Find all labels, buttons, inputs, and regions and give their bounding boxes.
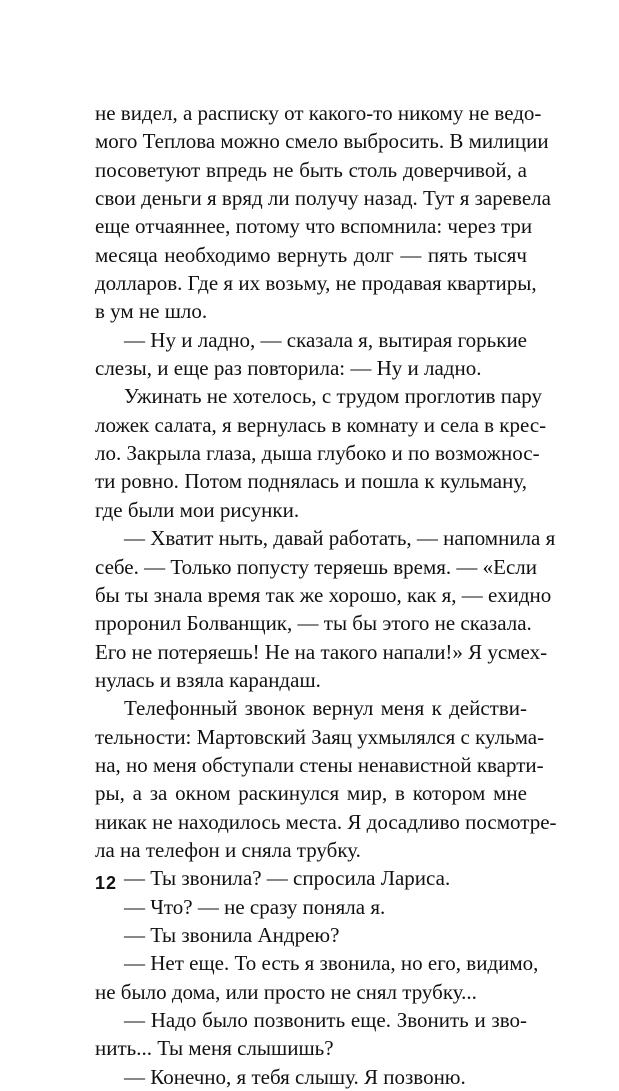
text-line: не было дома, или просто не снял трубку...: [95, 979, 477, 1004]
text-line: где были мои рисунки.: [95, 497, 300, 522]
text-line: себе. — Только попусту теряешь время. — «Если: [95, 554, 538, 579]
text-line: — Надо было позвонить еще. Звонить и зво-: [124, 1008, 527, 1032]
text-line: — Что? — не сразу поняла я.: [124, 894, 386, 919]
text-line: — Ты звонила Андрею?: [124, 922, 340, 947]
text-line: — Ну и ладно, — сказала я, вытирая горькие: [124, 327, 527, 352]
text-line: никак не находилось места. Я досадливо посмотре-: [95, 809, 557, 834]
text-line: Его не потеряешь! Не на такого напали!» Я усмех-: [95, 639, 548, 664]
text-line: слезы, и еще раз повторила: — Ну и ладно.: [95, 356, 482, 381]
text-line: проронил Болванщик, — ты бы этого не сказала.: [95, 611, 532, 636]
text-line: в ум не шло.: [95, 299, 208, 324]
text-line: посоветуют впредь не быть столь доверчивой, а: [95, 157, 527, 182]
text-line: мого Теплова можно смело выбросить. В милиции: [95, 129, 549, 154]
text-line: свои деньги я вряд ли получу назад. Тут я заревела: [95, 186, 551, 211]
text-line: нулась и взяла карандаш.: [95, 667, 321, 692]
text-line: долларов. Где я их возьму, не продавая квартиры,: [95, 271, 537, 296]
text-line: месяца необходимо вернуть долг — пять тысяч: [95, 242, 527, 267]
text-line: — Конечно, я тебя слышу. Я позвоню.: [124, 1064, 466, 1089]
text-line: бы ты знала время так же хорошо, как я, — ехидно: [95, 582, 552, 607]
text-line: ти ровно. Потом поднялась и пошла к кульману,: [95, 469, 527, 494]
page-number: 12: [95, 873, 118, 893]
text-line: ла на телефон и сняла трубку.: [95, 837, 361, 862]
text-line: тельности: Мартовский Заяц ухмылялся с кульма-: [95, 724, 545, 749]
text-line: нить... Ты меня слышишь?: [95, 1036, 334, 1061]
text-line: Ужинать не хотелось, с трудом проглотив пару: [124, 384, 543, 409]
text-line: на, но меня обступали стены ненавистной кварти-: [95, 752, 544, 777]
text-line: ры, а за окном раскинулся мир, в котором мне: [95, 781, 527, 806]
text-line: ло. Закрыла глаза, дыша глубоко и по возможнос-: [95, 441, 540, 466]
text-line: Телефонный звонок вернул меня к действи-: [124, 696, 527, 721]
body-text: [95, 99, 557, 1091]
text-line: — Нет еще. То есть я звонила, но его, видимо,: [124, 951, 539, 976]
text-line: не видел, а расписку от какого-то никому не ведо-: [95, 101, 542, 125]
text-line: ложек салата, я вернулась в комнату и села в крес-: [95, 412, 547, 437]
text-line: — Ты звонила? — спросила Лариса.: [124, 866, 451, 891]
text-line: — Хватит ныть, давай работать, — напомнила я: [124, 526, 556, 551]
text-line: еще отчаяннее, потому что вспомнила: через три: [95, 214, 533, 239]
